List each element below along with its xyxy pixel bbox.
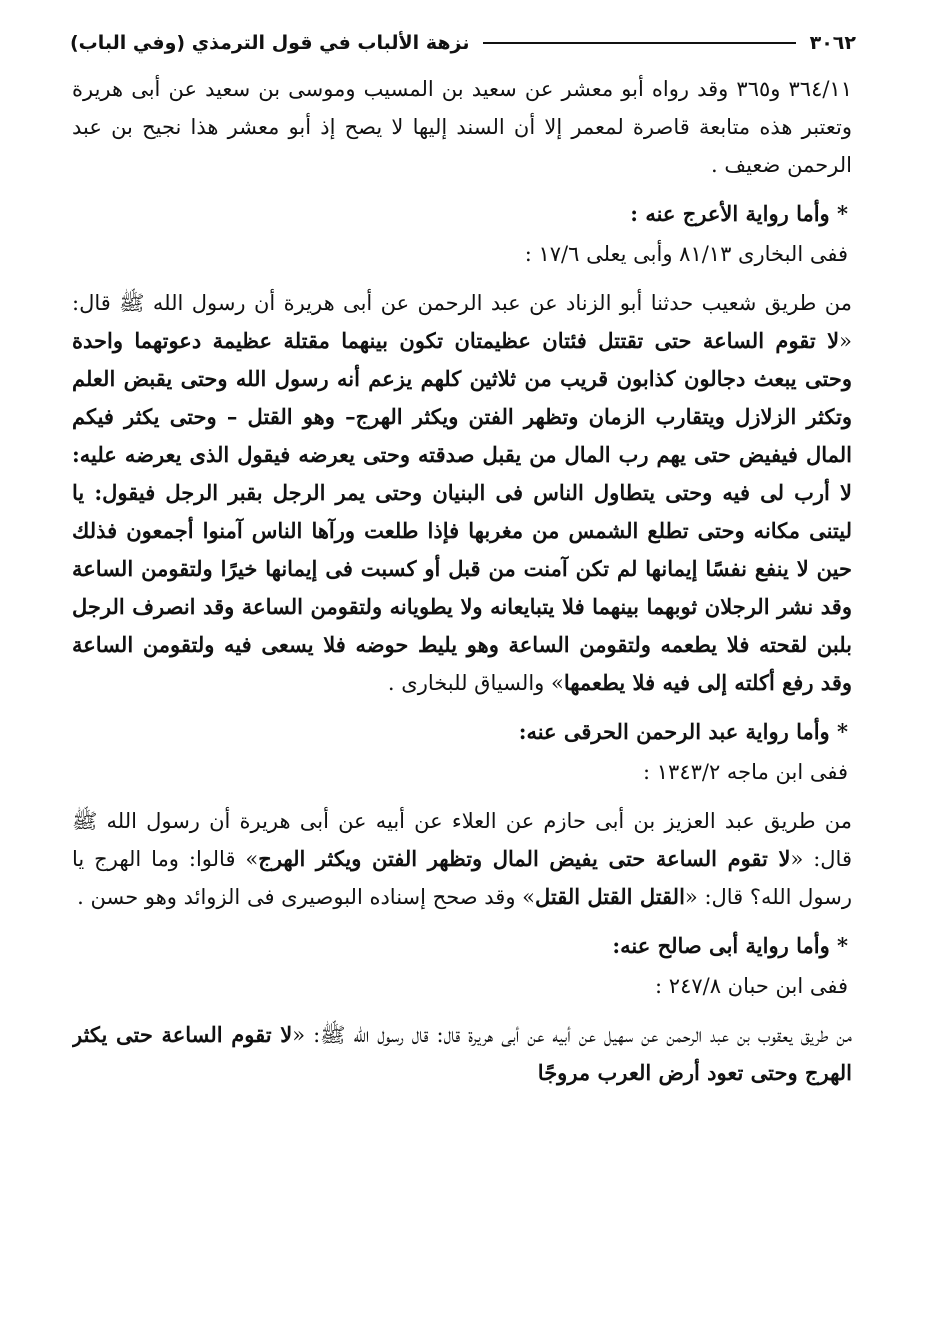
isnad-text: من طريق يعقوب بن عبد الرحمن عن سهيل عن أبيه عن أبى هريرة قال: قال رسول الله ﷺ: «: [292, 1023, 852, 1047]
hadith-paragraph-ibn-majah: [72, 802, 852, 916]
hadith-paragraph-bukhari: [72, 284, 852, 702]
hadith-middle: » قالوا: وما الهرج يا رسول الله؟ قال: «: [72, 847, 852, 909]
page-body: [72, 70, 852, 1329]
hadith-tail: » وقد صحح إسناده البوصيرى فى الزوائد وهو حسن .: [77, 885, 535, 909]
source-reference-ibn-hibban: ففى ابن حبان ٢٤٧/٨ :: [655, 974, 848, 998]
running-title: نزهة الألباب في قول الترمذي (وفي الباب): [70, 32, 470, 54]
section-heading-araj: * وأما رواية الأعرج عنه :: [630, 201, 848, 226]
page-number: ٣٠٦٢: [809, 32, 856, 54]
hadith-matn: لا تقوم الساعة حتى يفيض المال وتظهر الفتن ويكثر الهرج: [258, 846, 791, 871]
isnad-text: من طريق شعيب حدثنا أبو الزناد عن عبد الرحمن عن أبى هريرة أن رسول الله ﷺ قال: «: [72, 291, 852, 353]
section-heading-abu-salih: * وأما رواية أبى صالح عنه:: [612, 933, 848, 958]
hadith-tail: » والسياق للبخارى .: [387, 671, 564, 695]
hadith-matn: لا تقوم الساعة حتى يكثر الهرج وحتى تعود أرض العرب مروجًا: [72, 1022, 852, 1085]
page-header: [70, 28, 856, 58]
source-reference-bukhari: ففى البخارى ٨١/١٣ وأبى يعلى ١٧/٦ :: [524, 242, 848, 266]
hadith-matn: القتل القتل القتل: [535, 884, 685, 909]
hadith-paragraph-ibn-hibban: [72, 1016, 852, 1092]
section-heading-hurqi: * وأما رواية عبد الرحمن الحرقى عنه:: [518, 719, 848, 744]
paragraph-abu-mashar: ٣٦٤/١١ و٣٦٥ وقد رواه أبو معشر عن سعيد بن المسيب وموسى بن سعيد عن أبى هريرة وتعتبر هذه متابعة قاصرة لمعمر إلا أن السند إليها لا يصح إذ أبو معشر هذا نجيح بن عبد الرحمن ضعيف .: [72, 77, 852, 177]
source-reference-ibn-majah: ففى ابن ماجه ١٣٤٣/٢ :: [643, 760, 848, 784]
isnad-text: من طريق عبد العزيز بن أبى حازم عن العلاء عن أبيه عن أبى هريرة أن رسول الله ﷺ قال: «: [72, 809, 852, 871]
header-rule: [483, 42, 795, 44]
hadith-matn: لا تقوم الساعة حتى تقتتل فئتان عظيمتان تكون بينهما مقتلة عظيمة دعوتهما واحدة وحتى يبعث دجالون كذابون قريب من ثلاثين كلهم يزعم أنه رسول الله وحتى يقبض العلم وتكثر الزلازل ويتقارب الزمان وتظهر الفتن ويكثر الهرج– وهو القتل – وحتى يكثر فيكم المال فيفيض حتى يهم رب المال من يقبل صدقته وحتى يعرضه فيقول الذى يعرضه عليه: لا أرب لى فيه وحتى يتطاول الناس فى البنيان وحتى يمر الرجل بقبر الرجل فيقول: يا ليتنى مكانه وحتى تطلع الشمس من مغربها فإذا طلعت ورآها الناس آمنوا أجمعون فذلك حين لا ينفع نفسًا إيمانها لم تكن آمنت من قبل أو كسبت فى إيمانها خيرًا ولتقومن الساعة وقد نشر الرجلان ثوبهما بينهما فلا يتبايعانه ولا يطويانه ولتقومن الساعة وقد انصرف الرجل بلبن لقحته فلا يطعمه ولتقومن الساعة وهو يليط حوضه فلا يسعى فيه ولتقومن الساعة وقد رفع أكلته إلى فيه فلا يطعمها: [72, 328, 852, 695]
